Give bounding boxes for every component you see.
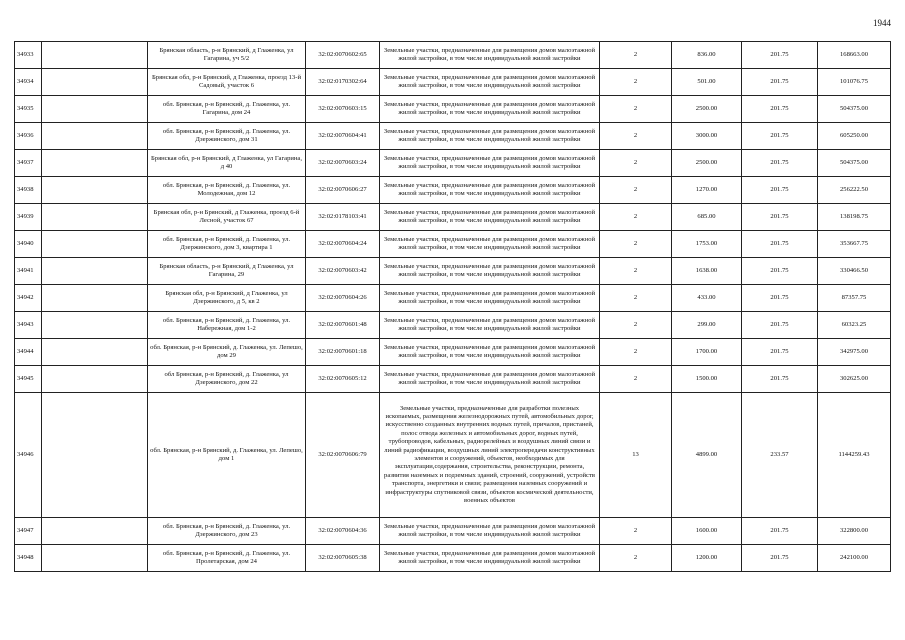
record-number-cell: 34936 — [15, 123, 42, 150]
category-code-cell: 2 — [600, 123, 672, 150]
category-code-cell: 2 — [600, 285, 672, 312]
specific-value-cell: 201.75 — [742, 231, 818, 258]
specific-value-cell: 201.75 — [742, 518, 818, 545]
empty-cell — [42, 518, 148, 545]
cadastral-number-cell: 32:02:0070602:65 — [306, 42, 380, 69]
empty-cell — [42, 231, 148, 258]
land-registry-table — [14, 41, 891, 572]
table-row — [15, 312, 891, 339]
empty-cell — [42, 204, 148, 231]
record-number-cell: 34947 — [15, 518, 42, 545]
specific-value-cell: 201.75 — [742, 150, 818, 177]
table-row — [15, 366, 891, 393]
area-cell: 1700.00 — [672, 339, 742, 366]
address-cell: Брянская обл, р-н Брянский, д Глаженка, проезд 13-й Садовый, участок 6 — [148, 69, 306, 96]
cadastral-value-cell: 504375.00 — [818, 96, 891, 123]
area-cell: 299.00 — [672, 312, 742, 339]
cadastral-value-cell: 138198.75 — [818, 204, 891, 231]
table-row — [15, 393, 891, 518]
empty-cell — [42, 123, 148, 150]
empty-cell — [42, 69, 148, 96]
category-code-cell: 2 — [600, 518, 672, 545]
category-code-cell: 2 — [600, 42, 672, 69]
table-row — [15, 150, 891, 177]
area-cell: 685.00 — [672, 204, 742, 231]
area-cell: 433.00 — [672, 285, 742, 312]
area-cell: 1753.00 — [672, 231, 742, 258]
record-number-cell: 34942 — [15, 285, 42, 312]
cadastral-number-cell: 32:02:0070605:38 — [306, 545, 380, 572]
category-code-cell: 2 — [600, 204, 672, 231]
empty-cell — [42, 393, 148, 518]
specific-value-cell: 201.75 — [742, 96, 818, 123]
area-cell: 1600.00 — [672, 518, 742, 545]
specific-value-cell: 201.75 — [742, 69, 818, 96]
record-number-cell: 34940 — [15, 231, 42, 258]
address-cell: обл. Брянская, р-н Брянский, д. Глаженка, ул. Дзержинского, дом 3, квартира 1 — [148, 231, 306, 258]
empty-cell — [42, 285, 148, 312]
table-body — [15, 42, 891, 572]
category-code-cell: 2 — [600, 339, 672, 366]
address-cell: обл. Брянская, р-н Брянский, д. Глаженка, ул. Молодежная, дом 12 — [148, 177, 306, 204]
page-number: 1944 — [873, 18, 891, 28]
land-use-cell: Земельные участки, предназначенные для размещения домов малоэтажной жилой застройки, в том числе индивидуальной жилой застройки — [380, 123, 600, 150]
land-use-cell: Земельные участки, предназначенные для размещения домов малоэтажной жилой застройки, в том числе индивидуальной жилой застройки — [380, 545, 600, 572]
cadastral-value-cell: 1144259.43 — [818, 393, 891, 518]
empty-cell — [42, 339, 148, 366]
cadastral-number-cell: 32:02:0070604:24 — [306, 231, 380, 258]
area-cell: 1500.00 — [672, 366, 742, 393]
cadastral-number-cell: 32:02:0070603:24 — [306, 150, 380, 177]
record-number-cell: 34937 — [15, 150, 42, 177]
area-cell: 3000.00 — [672, 123, 742, 150]
empty-cell — [42, 42, 148, 69]
cadastral-value-cell: 342975.00 — [818, 339, 891, 366]
specific-value-cell: 201.75 — [742, 366, 818, 393]
cadastral-value-cell: 322800.00 — [818, 518, 891, 545]
category-code-cell: 2 — [600, 366, 672, 393]
record-number-cell: 34946 — [15, 393, 42, 518]
table-row — [15, 96, 891, 123]
category-code-cell: 2 — [600, 177, 672, 204]
land-use-cell: Земельные участки, предназначенные для размещения домов малоэтажной жилой застройки, в том числе индивидуальной жилой застройки — [380, 312, 600, 339]
table-row — [15, 177, 891, 204]
specific-value-cell: 201.75 — [742, 339, 818, 366]
specific-value-cell: 201.75 — [742, 42, 818, 69]
land-use-cell: Земельные участки, предназначенные для размещения домов малоэтажной жилой застройки, в том числе индивидуальной жилой застройки — [380, 42, 600, 69]
record-number-cell: 34941 — [15, 258, 42, 285]
address-cell: обл. Брянская, р-н Брянский, д. Глаженка, ул. Лепешо, дом 29 — [148, 339, 306, 366]
specific-value-cell: 201.75 — [742, 312, 818, 339]
cadastral-value-cell: 60323.25 — [818, 312, 891, 339]
cadastral-value-cell: 330466.50 — [818, 258, 891, 285]
cadastral-number-cell: 32:02:0070603:15 — [306, 96, 380, 123]
cadastral-value-cell: 353667.75 — [818, 231, 891, 258]
area-cell: 1270.00 — [672, 177, 742, 204]
specific-value-cell: 201.75 — [742, 258, 818, 285]
address-cell: обл. Брянская, р-н Брянский, д. Глаженка, ул. Пролетарская, дом 24 — [148, 545, 306, 572]
table-row — [15, 69, 891, 96]
category-code-cell: 2 — [600, 545, 672, 572]
cadastral-value-cell: 504375.00 — [818, 150, 891, 177]
area-cell: 1200.00 — [672, 545, 742, 572]
record-number-cell: 34948 — [15, 545, 42, 572]
empty-cell — [42, 96, 148, 123]
land-use-cell: Земельные участки, предназначенные для размещения домов малоэтажной жилой застройки, в том числе индивидуальной жилой застройки — [380, 366, 600, 393]
record-number-cell: 34944 — [15, 339, 42, 366]
table-row — [15, 285, 891, 312]
category-code-cell: 2 — [600, 258, 672, 285]
land-use-cell: Земельные участки, предназначенные для размещения домов малоэтажной жилой застройки, в том числе индивидуальной жилой застройки — [380, 150, 600, 177]
land-use-cell: Земельные участки, предназначенные для размещения домов малоэтажной жилой застройки, в том числе индивидуальной жилой застройки — [380, 96, 600, 123]
empty-cell — [42, 150, 148, 177]
empty-cell — [42, 258, 148, 285]
land-use-cell: Земельные участки, предназначенные для размещения домов малоэтажной жилой застройки, в том числе индивидуальной жилой застройки — [380, 231, 600, 258]
empty-cell — [42, 177, 148, 204]
record-number-cell: 34945 — [15, 366, 42, 393]
address-cell: обл. Брянская, р-н Брянский, д. Глаженка, ул. Набережная, дом 1-2 — [148, 312, 306, 339]
category-code-cell: 2 — [600, 231, 672, 258]
address-cell: обл Брянская, р-н Брянский, д. Глаженка, ул Дзержинского, дом 22 — [148, 366, 306, 393]
address-cell: Брянская область, р-н Брянский, д Глаженка, ул Гагарина, 29 — [148, 258, 306, 285]
table-row — [15, 518, 891, 545]
area-cell: 4899.00 — [672, 393, 742, 518]
address-cell: Брянская область, р-н Брянский, д Глаженка, ул Гагарина, уч 5/2 — [148, 42, 306, 69]
record-number-cell: 34943 — [15, 312, 42, 339]
specific-value-cell: 201.75 — [742, 177, 818, 204]
cadastral-value-cell: 101076.75 — [818, 69, 891, 96]
address-cell: обл. Брянская, р-н Брянский, д. Глаженка, ул. Дзержинского, дом 31 — [148, 123, 306, 150]
cadastral-value-cell: 168663.00 — [818, 42, 891, 69]
table-row — [15, 204, 891, 231]
address-cell: Брянская обл, р-н Брянский, д Глаженка, проезд 6-й Лесной, участок 67 — [148, 204, 306, 231]
cadastral-number-cell: 32:02:0070606:27 — [306, 177, 380, 204]
cadastral-number-cell: 32:02:0070605:12 — [306, 366, 380, 393]
table-row — [15, 123, 891, 150]
table-row — [15, 545, 891, 572]
cadastral-value-cell: 87357.75 — [818, 285, 891, 312]
land-use-cell: Земельные участки, предназначенные для размещения домов малоэтажной жилой застройки, в том числе индивидуальной жилой застройки — [380, 285, 600, 312]
category-code-cell: 2 — [600, 312, 672, 339]
area-cell: 501.00 — [672, 69, 742, 96]
record-number-cell: 34933 — [15, 42, 42, 69]
table-row — [15, 231, 891, 258]
address-cell: Брянская обл, р-н Брянский, д Глаженка, ул Гагарина, д 40 — [148, 150, 306, 177]
land-use-cell: Земельные участки, предназначенные для размещения домов малоэтажной жилой застройки, в том числе индивидуальной жилой застройки — [380, 518, 600, 545]
category-code-cell: 2 — [600, 96, 672, 123]
cadastral-number-cell: 32:02:0070604:26 — [306, 285, 380, 312]
land-use-cell: Земельные участки, предназначенные для размещения домов малоэтажной жилой застройки, в том числе индивидуальной жилой застройки — [380, 258, 600, 285]
category-code-cell: 13 — [600, 393, 672, 518]
area-cell: 836.00 — [672, 42, 742, 69]
cadastral-number-cell: 32:02:0070601:18 — [306, 339, 380, 366]
address-cell: обл. Брянская, р-н Брянский, д. Глаженка, ул. Лепешо, дом 1 — [148, 393, 306, 518]
land-use-cell: Земельные участки, предназначенные для разработки полезных ископаемых, размещения железнодорожных путей, автомобильных дорог, искусственно созданных внутренних водных путей, причалов, пристаней, полос отвода железных и автомобильных дорог, водных путей, трубопроводов, кабельных, радиорелейных и воздушных линий связи и линий радиофикации, воздушных линий электропередачи конструктивных элементов и сооружений, объектов, необходимых для эксплуатации,содержания, строительства, реконструкции, ремонта, развития наземных и подземных зданий, строений, сооружений, устройств транспорта, энергетики и связи; размещения наземных сооружений и инфраструктуры спутниковой связи, объектов космической деятельности, военных объектов — [380, 393, 600, 518]
table-row — [15, 339, 891, 366]
land-use-cell: Земельные участки, предназначенные для размещения домов малоэтажной жилой застройки, в том числе индивидуальной жилой застройки — [380, 69, 600, 96]
area-cell: 2500.00 — [672, 150, 742, 177]
specific-value-cell: 201.75 — [742, 123, 818, 150]
cadastral-number-cell: 32:02:0070604:36 — [306, 518, 380, 545]
cadastral-number-cell: 32:02:0070601:48 — [306, 312, 380, 339]
record-number-cell: 34939 — [15, 204, 42, 231]
cadastral-number-cell: 32:02:0070604:41 — [306, 123, 380, 150]
land-use-cell: Земельные участки, предназначенные для размещения домов малоэтажной жилой застройки, в том числе индивидуальной жилой застройки — [380, 177, 600, 204]
record-number-cell: 34934 — [15, 69, 42, 96]
cadastral-value-cell: 605250.00 — [818, 123, 891, 150]
table-row — [15, 258, 891, 285]
address-cell: обл. Брянская, р-н Брянский, д. Глаженка, ул. Гагарина, дом 24 — [148, 96, 306, 123]
address-cell: Брянская обл, р-н Брянский, д Глаженка, ул Дзержинского, д 5, кв 2 — [148, 285, 306, 312]
table-row — [15, 42, 891, 69]
category-code-cell: 2 — [600, 150, 672, 177]
specific-value-cell: 201.75 — [742, 545, 818, 572]
specific-value-cell: 201.75 — [742, 285, 818, 312]
specific-value-cell: 233.57 — [742, 393, 818, 518]
cadastral-number-cell: 32:02:0070606:79 — [306, 393, 380, 518]
empty-cell — [42, 545, 148, 572]
cadastral-value-cell: 302625.00 — [818, 366, 891, 393]
cadastral-value-cell: 242100.00 — [818, 545, 891, 572]
empty-cell — [42, 312, 148, 339]
cadastral-number-cell: 32:02:0178103:41 — [306, 204, 380, 231]
empty-cell — [42, 366, 148, 393]
record-number-cell: 34935 — [15, 96, 42, 123]
record-number-cell: 34938 — [15, 177, 42, 204]
cadastral-number-cell: 32:02:0070603:42 — [306, 258, 380, 285]
area-cell: 1638.00 — [672, 258, 742, 285]
land-use-cell: Земельные участки, предназначенные для размещения домов малоэтажной жилой застройки, в том числе индивидуальной жилой застройки — [380, 339, 600, 366]
address-cell: обл. Брянская, р-н Брянский, д. Глаженка, ул. Дзержинского, дом 23 — [148, 518, 306, 545]
area-cell: 2500.00 — [672, 96, 742, 123]
cadastral-number-cell: 32:02:0170302:64 — [306, 69, 380, 96]
land-use-cell: Земельные участки, предназначенные для размещения домов малоэтажной жилой застройки, в том числе индивидуальной жилой застройки — [380, 204, 600, 231]
specific-value-cell: 201.75 — [742, 204, 818, 231]
cadastral-value-cell: 256222.50 — [818, 177, 891, 204]
category-code-cell: 2 — [600, 69, 672, 96]
